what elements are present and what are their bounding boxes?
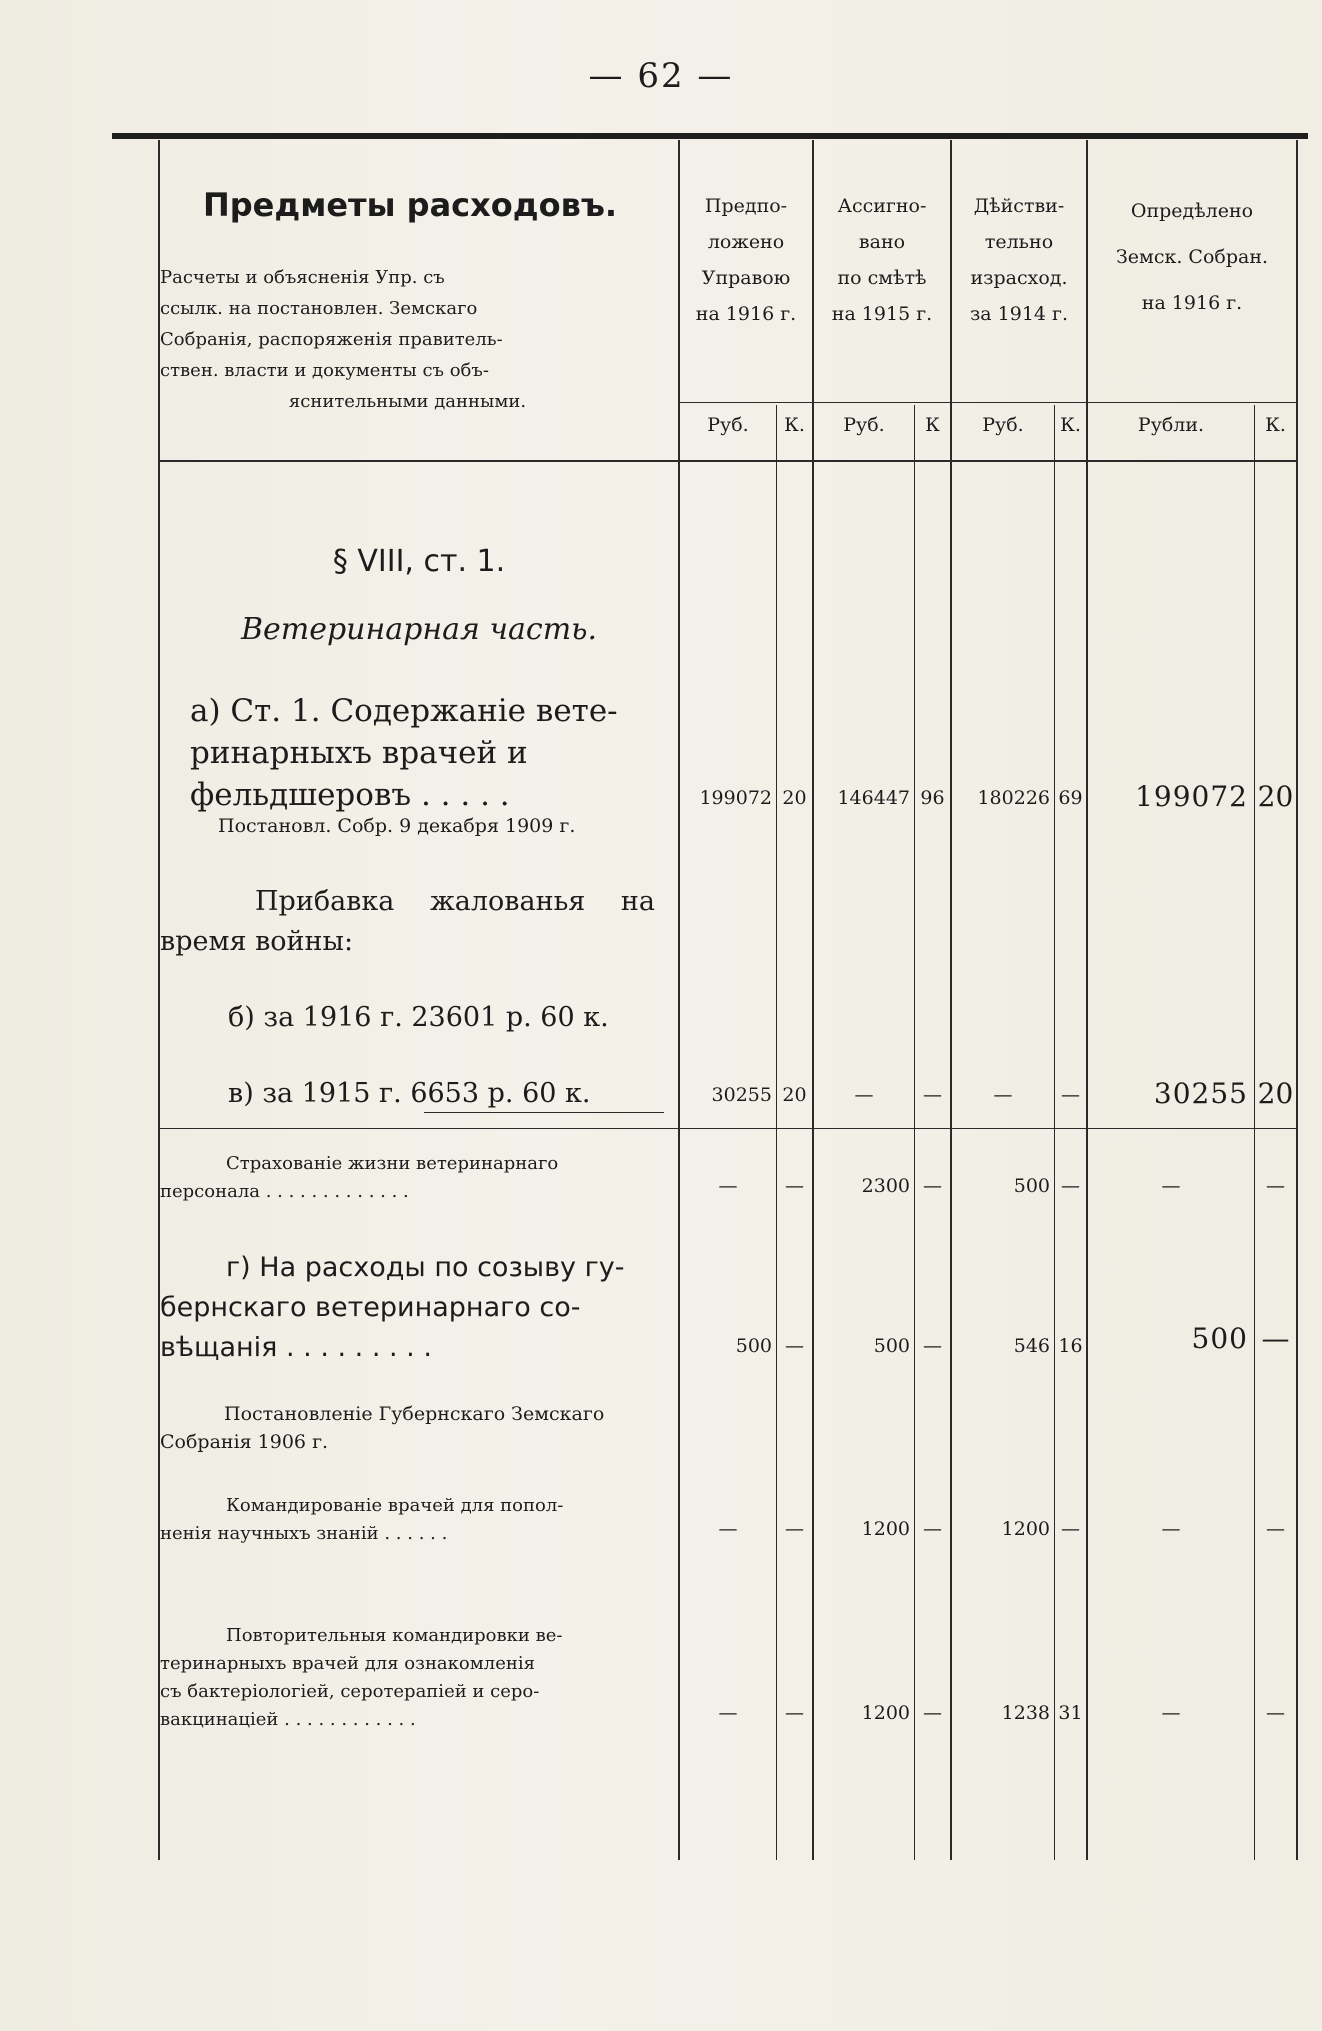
insurance-actual-rub: 500 (1013, 1175, 1050, 1197)
unit-k: К. (1060, 414, 1081, 436)
mission-assigned-rub: 1200 (861, 1518, 910, 1540)
subjects-desc-line: ссылк. на постановлен. Земскаго (160, 298, 478, 319)
addition-line: Прибавка жалованья на (255, 886, 655, 917)
unit-rub: Руб. (982, 414, 1024, 436)
item-g-proposed-rub: 500 (735, 1335, 772, 1357)
item-g-line: г) На расходы по созыву гу- (226, 1252, 625, 1283)
mission-actual-k: — (1061, 1518, 1080, 1540)
col-actual-line: за 1914 г. (969, 303, 1069, 325)
repeat-line: съ бактеріологіей, серотерапіей и серо- (160, 1681, 540, 1702)
grid-line-right (1296, 140, 1298, 1860)
mission-assigned-k: — (923, 1518, 942, 1540)
repeat-actual-k: 31 (1058, 1702, 1083, 1724)
addition-text (160, 882, 655, 962)
item-v-text: в) за 1915 г. 6653 р. 60 к. (228, 1078, 591, 1109)
item-a-proposed-rub: 199072 (699, 787, 772, 809)
item-a-line: фельдшеровъ . . . . . (190, 777, 510, 813)
header-bottom-line (158, 460, 1296, 462)
item-a-actual-rub: 180226 (977, 787, 1050, 809)
repeat-line: теринарныхъ врачей для ознакомленія (160, 1653, 535, 1674)
unit-rubli: Рубли. (1137, 414, 1205, 436)
row-divider (158, 1128, 1296, 1129)
header-unit-line (680, 402, 1296, 403)
insurance-proposed: — (718, 1175, 738, 1197)
repeat-assigned-rub: 1200 (861, 1702, 910, 1724)
item-a-assigned-rub: 146447 (837, 787, 910, 809)
item-v-determined-rub: 30255 (1153, 1077, 1248, 1110)
item-g-determined-rub: 500 (1191, 1322, 1248, 1355)
grid-line-k3 (1054, 405, 1055, 1860)
addition-line: время войны: (160, 926, 354, 957)
insurance-determined: — (1161, 1175, 1181, 1197)
item-v-proposed-rub: 30255 (711, 1084, 772, 1106)
insurance-assigned-rub: 2300 (861, 1175, 910, 1197)
item-g-actual-k: 16 (1058, 1335, 1083, 1357)
col-assigned-line: Ассигно- (837, 195, 927, 217)
item-g-determined-k: — (1261, 1322, 1290, 1355)
repeat-determined-k: — (1266, 1702, 1285, 1724)
item-v-assigned-k: — (923, 1084, 942, 1106)
col-assigned-header (814, 188, 950, 332)
unit-rub: Руб. (707, 414, 749, 436)
insurance-line: Страхованіе жизни ветеринарнаго (226, 1153, 559, 1174)
col-determined-line: Опредѣлено (1130, 200, 1254, 222)
page-number: — 62 — (588, 56, 734, 96)
mission-proposed: — (718, 1518, 738, 1540)
subjects-desc-line: яснительными данными. (288, 391, 527, 412)
col-assigned-line: по смѣтѣ (837, 267, 927, 289)
item-a-proposed-k: 20 (782, 787, 807, 809)
unit-k: К (925, 414, 940, 436)
mission-actual-rub: 1200 (1001, 1518, 1050, 1540)
mission-determined-k: — (1266, 1518, 1285, 1540)
insurance-line: персонала . . . . . . . . . . . . . (160, 1181, 409, 1202)
subjects-desc-line: Собранія, распоряженія правитель- (160, 329, 503, 350)
repeat-proposed: — (718, 1702, 738, 1724)
unit-rub: Руб. (843, 414, 885, 436)
item-a-line: ринарныхъ врачей и (190, 735, 528, 771)
item-g-assigned-rub: 500 (873, 1335, 910, 1357)
item-g-proposed-k: — (785, 1335, 804, 1357)
mission-determined: — (1161, 1518, 1181, 1540)
col-proposed-line: ложено (707, 231, 785, 253)
item-a-actual-k: 69 (1058, 787, 1083, 809)
item-a-assigned-k: 96 (920, 787, 945, 809)
col-determined-line: на 1916 г. (1141, 292, 1243, 314)
item-v-proposed-k: 20 (782, 1084, 807, 1106)
item-a-determined-k: 20 (1257, 780, 1294, 813)
insurance-text (160, 1150, 658, 1206)
subjects-description (160, 262, 655, 417)
col-actual-line: Дѣйстви- (973, 195, 1065, 217)
item-g-note-line: Собранія 1906 г. (160, 1431, 329, 1453)
item-g-actual-rub: 546 (1013, 1335, 1050, 1357)
col-proposed-line: Управою (701, 267, 791, 289)
grid-line-assigned (950, 140, 952, 1860)
insurance-actual-k: — (1061, 1175, 1080, 1197)
item-g-line: бернскаго ветеринарнаго со- (160, 1292, 581, 1323)
item-a-note: Постановл. Собр. 9 декабря 1909 г. (218, 815, 576, 837)
col-actual-line: израсход. (970, 267, 1068, 289)
section-heading: § VIII, ст. 1. (332, 544, 506, 579)
item-b-text: б) за 1916 г. 23601 р. 60 к. (228, 1002, 609, 1033)
grid-line-subjects (678, 140, 680, 1860)
mission-proposed-k: — (785, 1518, 804, 1540)
item-v-actual-k: — (1061, 1084, 1080, 1106)
item-a-line: а) Ст. 1. Содержаніе вете- (190, 693, 618, 729)
item-g-assigned-k: — (923, 1335, 942, 1357)
col-assigned-line: на 1915 г. (831, 303, 933, 325)
top-rule (112, 133, 1308, 139)
col-assigned-line: вано (858, 231, 906, 253)
repeat-assigned-k: — (923, 1702, 942, 1724)
mission-line: Командированіе врачей для попол- (226, 1495, 564, 1516)
grid-line-k4 (1254, 405, 1255, 1860)
repeat-text (160, 1622, 658, 1734)
col-proposed-line: на 1916 г. (695, 303, 797, 325)
mission-text (160, 1492, 658, 1548)
mission-line: ненія научныхъ знаній . . . . . . (160, 1523, 448, 1544)
col-determined-header (1088, 188, 1296, 326)
unit-k: К. (784, 414, 805, 436)
item-v-actual: — (993, 1084, 1013, 1106)
grid-line-proposed (812, 140, 814, 1860)
insurance-proposed-k: — (785, 1175, 804, 1197)
item-a-determined-rub: 199072 (1135, 780, 1248, 813)
subjects-title: Предметы расходовъ. (202, 186, 618, 224)
col-actual-header (952, 188, 1086, 332)
item-g-text (160, 1248, 658, 1368)
col-determined-line: Земск. Собран. (1115, 246, 1269, 268)
item-g-line: вѣщанія . . . . . . . . . (160, 1332, 432, 1363)
item-g-note (160, 1400, 660, 1456)
subjects-desc-line: Расчеты и объясненія Упр. съ (160, 267, 445, 288)
grid-line-k1 (776, 405, 777, 1860)
insurance-determined-k: — (1266, 1175, 1285, 1197)
col-proposed-line: Предпо- (704, 195, 788, 217)
grid-line-k2 (914, 405, 915, 1860)
unit-k: К. (1265, 414, 1286, 436)
item-a-text (190, 690, 655, 816)
repeat-determined: — (1161, 1702, 1181, 1724)
repeat-actual-rub: 1238 (1001, 1702, 1050, 1724)
item-v-underline (424, 1112, 664, 1113)
col-proposed-header (680, 188, 812, 332)
item-v-assigned: — (854, 1084, 874, 1106)
repeat-line: вакцинаціей . . . . . . . . . . . . (160, 1709, 416, 1730)
repeat-proposed-k: — (785, 1702, 804, 1724)
item-g-note-line: Постановленіе Губернскаго Земскаго (224, 1403, 605, 1425)
subjects-desc-line: ствен. власти и документы съ объ- (160, 360, 489, 381)
section-subheading: Ветеринарная часть. (240, 612, 598, 647)
item-v-determined-k: 20 (1257, 1077, 1294, 1110)
grid-line-actual (1086, 140, 1088, 1860)
insurance-assigned-k: — (923, 1175, 942, 1197)
repeat-line: Повторительныя командировки ве- (226, 1625, 563, 1646)
col-actual-line: тельно (984, 231, 1054, 253)
